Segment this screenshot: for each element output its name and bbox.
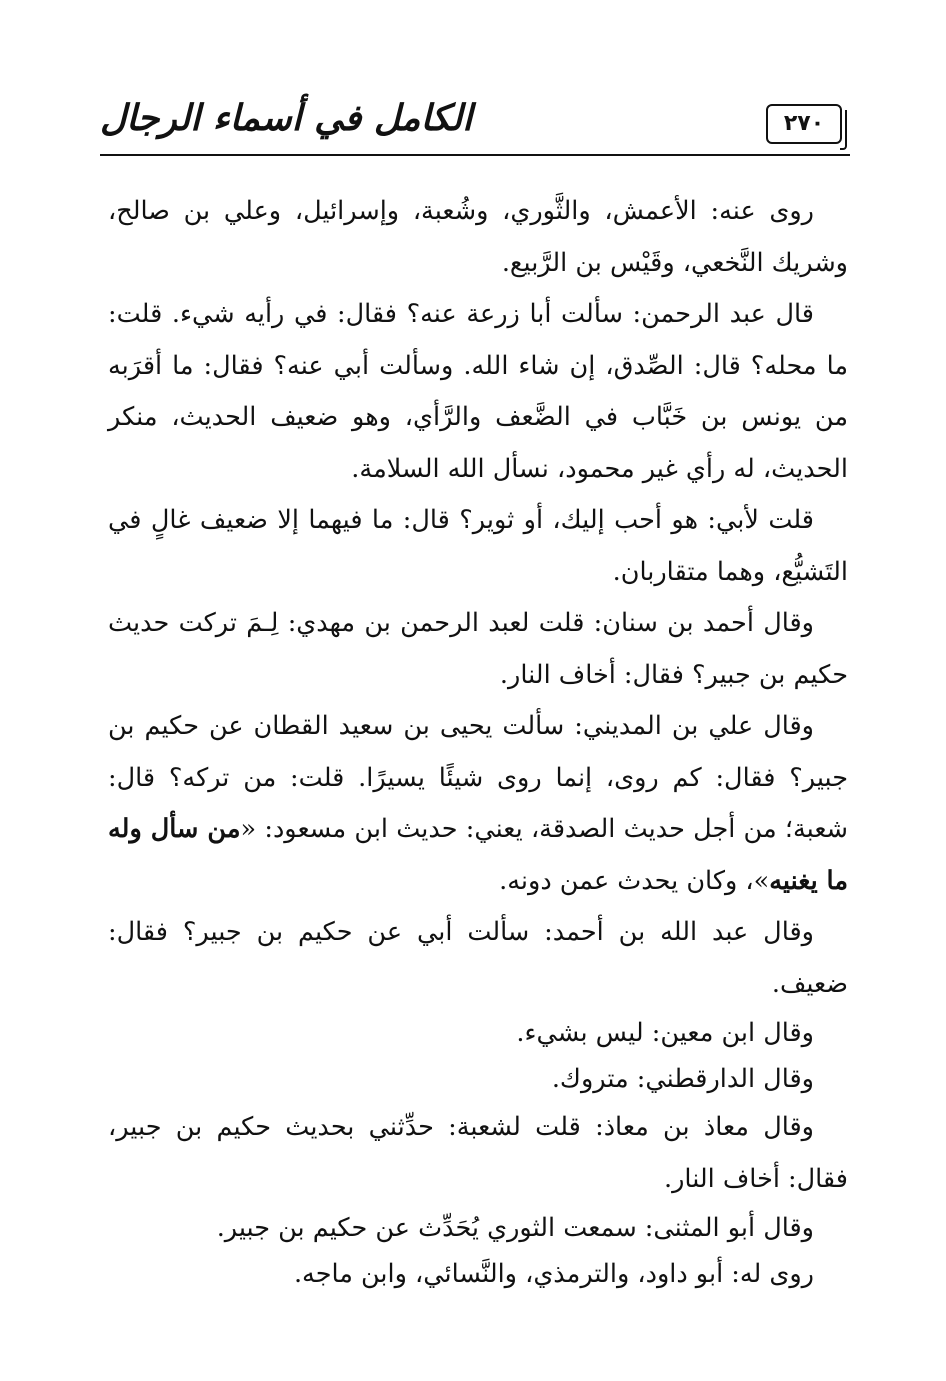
paragraph-narrated-by: روى له: أبو داود، والترمذي، والنَّسائي، وابن ماجه. bbox=[293, 1259, 814, 1289]
paragraph-muadh: وقال معاذ بن معاذ: قلت لشعبة: حدِّثني بحديث حكيم بن جبير، فقال: أخاف النار. bbox=[108, 1112, 848, 1194]
running-header bbox=[100, 88, 850, 156]
page-number: ٢٧٠ bbox=[766, 104, 842, 144]
paragraph-thuwair: قلت لأبي: هو أحب إليك، أو ثوير؟ قال: ما فيهما إلا ضعيف غالٍ في التَشيُّع، وهما متقاربان. bbox=[108, 505, 848, 587]
page-body bbox=[108, 186, 848, 1297]
paragraph-narrators: روى عنه: الأعمش، والثَّوري، وشُعبة، وإسرائيل، وعلي بن صالح، وشريك النَّخعي، وقَيْس بن الرَّبيع. bbox=[108, 196, 848, 278]
header-rule bbox=[100, 154, 850, 156]
paragraph-ibn-main: وقال ابن معين: ليس بشيء. bbox=[516, 1018, 814, 1048]
paragraph-abu-zura: قال عبد الرحمن: سألت أبا زرعة عنه؟ فقال: في رأيه شيء. قلت: ما محله؟ قال: الصِّدق، إن شاء الله. وسألت أبي عنه؟ فقال: ما أقرَبه من يونس بن خَبَّاب في الضَّعف والرَّأي، وهو ضعيف الحديث، منكر الحديث، له رأي غير محمود، نسأل الله السلامة. bbox=[108, 299, 849, 484]
paragraph-text: وقال علي بن المديني: سألت يحيى بن سعيد القطان عن حكيم بن جبير؟ فقال: كم روى، إنما روى شيئًا يسيرًا. قلت: من تركه؟ قال: شعبة؛ من أجل حديث الصدقة، يعني: حديث ابن مسعود: « bbox=[108, 711, 848, 844]
paragraph-abdullah-bin-ahmad: وقال عبد الله بن أحمد: سألت أبي عن حكيم بن جبير؟ فقال: ضعيف. bbox=[108, 917, 848, 999]
paragraph-daraqutni: وقال الدارقطني: متروك. bbox=[551, 1064, 814, 1094]
paragraph-abul-muthanna: وقال أبو المثنى: سمعت الثوري يُحَدِّث عن حكيم بن جبير. bbox=[216, 1213, 814, 1243]
hadith-quote: من سأل وله ما يغنيه bbox=[108, 814, 848, 896]
paragraph-ali-bin-madini bbox=[108, 701, 848, 907]
book-title: الكامل في أسماء الرجال bbox=[100, 97, 473, 139]
paragraph-ahmad-bin-sinan: وقال أحمد بن سنان: قلت لعبد الرحمن بن مهدي: لِـمَ تركت حديث حكيم بن جبير؟ فقال: أخاف النار. bbox=[108, 608, 848, 690]
paragraph-text: »، وكان يحدث عمن دونه. bbox=[499, 865, 770, 896]
